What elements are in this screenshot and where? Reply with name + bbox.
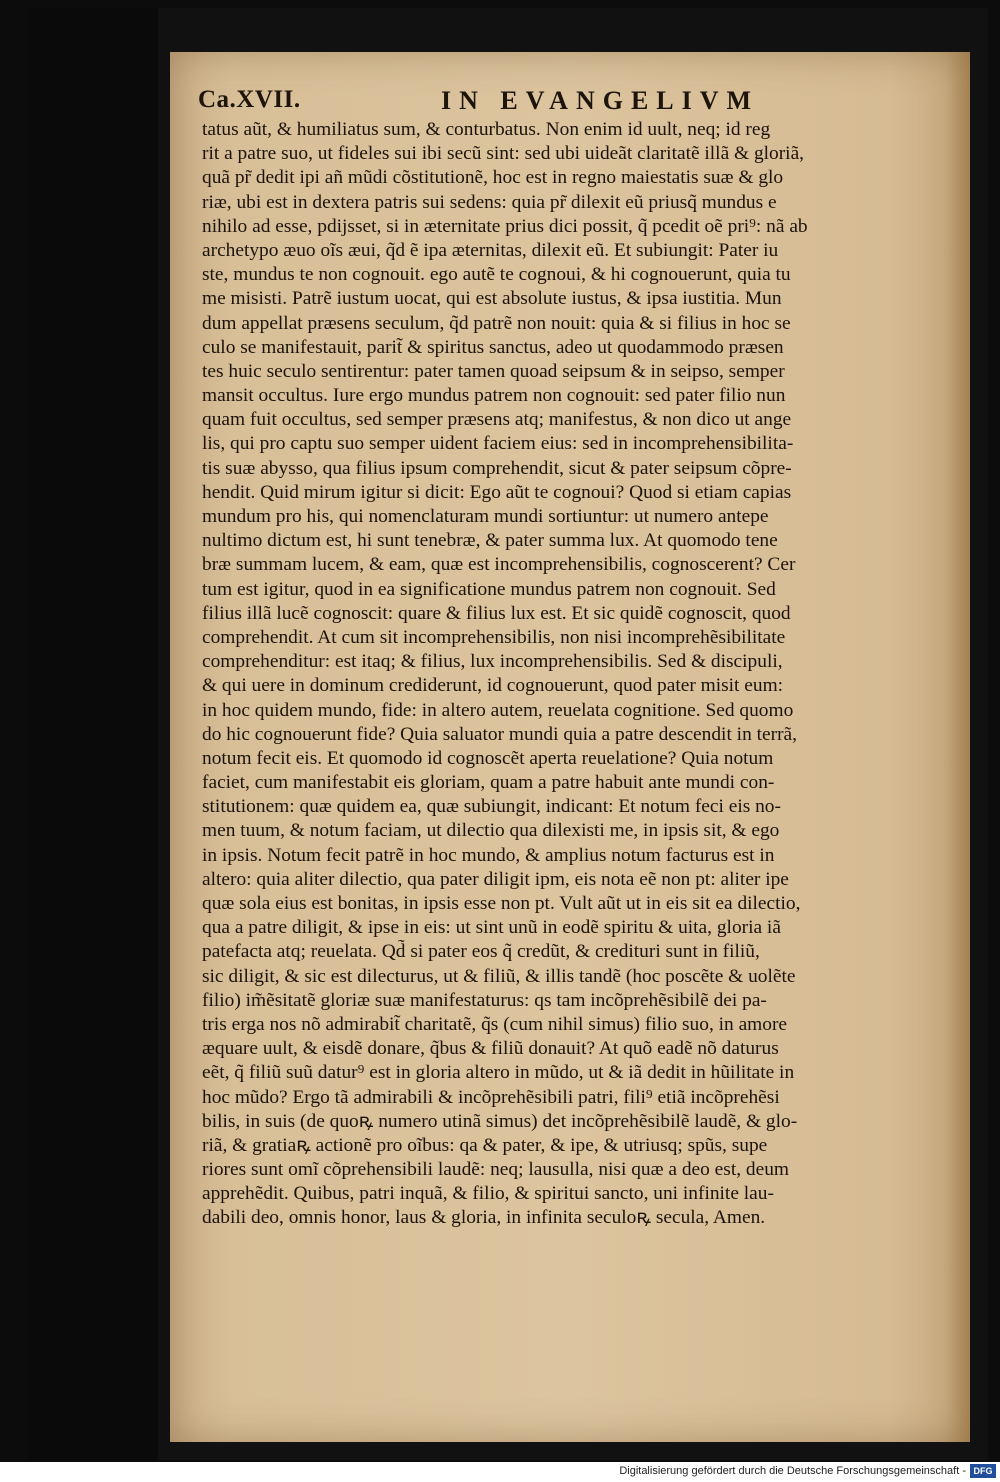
text-line: in hoc quidem mundo, fide: in altero autem, reuelata cognitione. Sed quomo — [202, 699, 794, 721]
text-line: & qui uere in dominum crediderunt, id cognouerunt, quod pater misit eum: — [202, 675, 784, 697]
text-line: tum est igitur, quod in ea significatione mundus patrem non cognouit. Sed — [202, 578, 776, 600]
text-line: tis suæ abysso, qua filius ipsum comprehendit, sicut & pater seipsum cõpre- — [202, 457, 792, 479]
running-head — [198, 86, 828, 120]
text-line: filio) im̃ẽsitatẽ gloriæ suæ manifestaturus: qs tam incõprehẽsibilẽ dei pa- — [202, 989, 767, 1011]
text-line: nihilo ad esse, pdijsset, si in æternitate prius dici possit, q̃ pcedit oẽ pri⁹: nã ab — [202, 215, 808, 237]
text-line: tes huic seculo sentirentur: pater tamen quoad seipsum & in seipso, semper — [202, 360, 785, 382]
text-line: quam fuit occultus, sed semper præsens atq; manifestus, & non dico ut ange — [202, 409, 792, 431]
text-line: in ipsis. Notum fecit patrẽ in hoc mundo, & amplius notum facturus est in — [202, 844, 775, 866]
funding-notice: Digitalisierung gefördert durch die Deutsche Forschungsgemeinschaft - — [619, 1465, 966, 1477]
text-line: qua a patre diligit, & ipse in eis: ut sint unũ in eodẽ spiritu & uita, gloria iã — [202, 917, 781, 939]
text-line: stitutionem: quæ quidem ea, quæ subiungit, indicant: Et notum feci eis no- — [202, 796, 781, 818]
text-line: altero: quia aliter dilectio, qua pater diligit ipm, eis nota eẽ non pt: aliter ipe — [202, 868, 789, 890]
dfg-logo[interactable]: DFG — [970, 1464, 996, 1478]
text-line: mundum pro his, qui nomenclaturam mundi sortiuntur: ut numero antepe — [202, 506, 769, 527]
text-line: hendit. Quid mirum igitur si dicit: Ego aũt te cognoui? Quod si etiam capias — [202, 481, 792, 503]
text-line: dum appellat præsens seculum, q̃d patrẽ non nouit: quia & si filius in hoc se — [202, 312, 791, 334]
text-line: ste, mundus te non cognouit. ego autẽ te cognoui, & hi cognouerunt, quia tu — [202, 264, 791, 286]
text-line: men tuum, & notum faciam, ut dilectio qua dilexisti me, in ipsis sit, & ego — [202, 820, 780, 842]
text-line: dabili deo, omnis honor, laus & gloria, in infinita seculoꝶ secula, Amen. — [202, 1207, 766, 1229]
footer-bar — [0, 1462, 1000, 1482]
text-line: patefacta atq; reuelata. Qd̃ si pater eos q̃ credũt, & credituri sunt in filiũ, — [202, 941, 760, 963]
text-line: nultimo dictum est, hi sunt tenebræ, & pater summa lux. At quomodo tene — [202, 530, 778, 552]
chapter-heading: Ca.XVII. — [198, 86, 301, 113]
text-line: me misisti. Patrẽ iustum uocat, qui est absolute iustus, & ipsa iustitia. Mun — [202, 288, 782, 310]
text-line: quæ sola eius est bonitas, in ipsis esse non pt. Vult aũt ut in eis sit ea dilectio, — [202, 893, 801, 914]
page-edge — [946, 52, 970, 1442]
text-line: hoc mũdo? Ergo tã admirabili & incõprehẽsibili patri, fili⁹ etiã incõprehẽsi — [202, 1086, 780, 1108]
text-line: faciet, cum manifestabit eis gloriam, quam a patre habuit ante mundi con- — [202, 772, 775, 794]
text-line: mansit occultus. Iure ergo mundus patrem non cognouit: sed pater filio nun — [202, 385, 786, 407]
text-line: notum fecit eis. Et quomodo id cognoscẽt aperta reuelatione? Quia notum — [202, 747, 774, 769]
text-line: riores sunt omĩ cõprehensibili laudẽ: neq; lausulla, nisi quæ a deo est, deum — [202, 1159, 789, 1181]
text-line: bræ summam lucem, & eam, quæ est incomprehensibilis, cognoscerent? Cer — [202, 554, 796, 576]
text-line: sic diligit, & sic est dilecturus, ut & filiũ, & illis tandẽ (hoc poscẽte & uolẽte — [202, 965, 796, 987]
text-line: apprehẽdit. Quibus, patri inquã, & filio, & spiritui sancto, uni infinite lau- — [202, 1183, 774, 1205]
text-line: lis, qui pro captu suo semper uident faciem eius: sed in incomprehensibilita- — [202, 433, 794, 455]
text-line: filius illã lucẽ cognoscit: quare & filius lux est. Et sic quidẽ cognoscit, quod — [202, 602, 791, 624]
left-margin-shadow — [28, 8, 158, 1460]
text-line: riæ, ubi est in dextera patris sui sedens: quia pr̃ dilexit eũ priusq̃ mundus e — [202, 191, 777, 213]
text-line: eẽt, q̃ filiũ suũ datur⁹ est in gloria altero in mũdo, ut & iã dedit in hũilitate in — [202, 1062, 795, 1084]
text-line: comprehendit. At cum sit incomprehensibilis, non nisi incomprehẽsibilitate — [202, 626, 786, 648]
text-line: bilis, in suis (de quoꝶ numero utinã simus) det incõprehẽsibilẽ laudẽ, & glo- — [202, 1110, 798, 1132]
text-line: æquare uult, & eisdẽ donare, q̃bus & filiũ donauit? At quõ eadẽ nõ daturus — [202, 1038, 779, 1060]
text-line: do hic cognouerunt fide? Quia saluator mundi quia a patre descendit in terrã, — [202, 723, 797, 745]
text-line: tatus aũt, & humiliatus sum, & conturbatus. Non enim id uult, neq; id reg — [202, 119, 771, 140]
text-line: riã, & gratiaꝶ actionẽ pro oĩbus: qa & pater, & ipe, & utriusq; spũs, supe — [202, 1134, 768, 1156]
text-line: comprehenditur: est itaq; & filius, lux incomprehensibilis. Sed & discipuli, — [202, 651, 783, 673]
body-text — [202, 118, 942, 1231]
text-line: rit a patre suo, ut fideles sui ibi secũ sint: sed ubi uideãt claritatẽ illã & gloriã, — [202, 143, 805, 165]
text-line: quã pr̃ dedit ipi añ mũdi cõstitutionẽ, hoc est in regno maiestatis suæ & glo — [202, 167, 784, 189]
text-line: archetypo æuo oĩs æui, q̃d ẽ ipa æternitas, dilexit eũ. Et subiungit: Pater iu — [202, 239, 779, 261]
text-line: tris erga nos nõ admirabit̃ charitatẽ, q̃s (cum nihil simus) filio suo, in amore — [202, 1013, 788, 1035]
running-title: IN EVANGELIVM — [441, 86, 760, 115]
text-line: culo se manifestauit, parit̃ & spiritus sanctus, adeo ut quodammodo præsen — [202, 336, 784, 358]
